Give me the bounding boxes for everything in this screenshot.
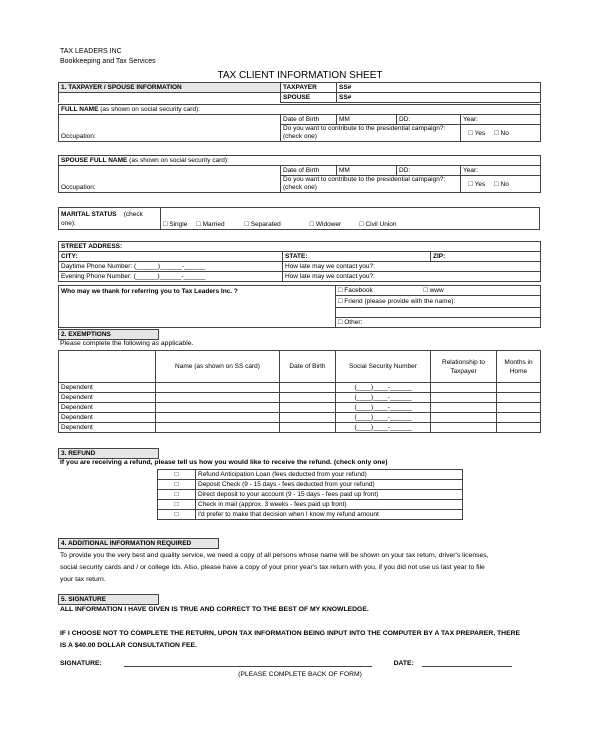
date-field <box>422 660 512 667</box>
evening-contact-field[interactable]: How late may we contact you?: <box>283 272 541 282</box>
dependent-label: Dependent <box>59 403 156 413</box>
full-name-field[interactable]: FULL NAME (as shown on social security card): <box>59 105 541 115</box>
refund-header-table <box>58 448 540 459</box>
exemptions-intro: Please complete the following as applicable. <box>60 340 194 347</box>
taxpayer-info-table <box>58 104 541 142</box>
signature-line[interactable]: SIGNATURE: DATE: <box>60 660 512 667</box>
list-item: □ I'd prefer to make that decision when I know my refund amount <box>158 510 463 520</box>
company-name: TAX LEADERS INC <box>60 48 122 55</box>
list-item: □ Deposit Check (9 - 15 days - fees deducted from your refund) <box>158 480 463 490</box>
list-item: □ Refund Anticipation Loan (fees deducted from your refund) <box>158 470 463 480</box>
marital-status-label: MARITAL STATUS (check one): <box>59 208 161 230</box>
marital-options[interactable] <box>161 208 540 230</box>
civil-union-option: Civil Union <box>365 221 397 228</box>
presidential-question: Do you want to contribute to the presidential campaign?: (check one) <box>281 125 461 142</box>
exemptions-header-table <box>58 329 540 340</box>
col-relationship: Relationship to Taxpayer <box>431 351 497 383</box>
list-item: □ Direct deposit to your account (9 - 15 days - fees paid up front) <box>158 490 463 500</box>
state-field[interactable]: STATE: <box>283 252 431 262</box>
form-title: TAX CLIENT INFORMATION SHEET <box>217 70 383 81</box>
col-dob: Date of Birth <box>280 351 336 383</box>
spouse-full-name-field[interactable]: SPOUSE FULL NAME (as shown on social security card): <box>59 156 541 166</box>
refund-checkbox[interactable]: □ <box>158 510 196 520</box>
referral-table <box>58 285 541 328</box>
spouse-dob-year-field[interactable]: Year: <box>461 166 541 176</box>
back-of-form-note: (PLEASE COMPLETE BACK OF FORM) <box>238 671 362 678</box>
table-row: Dependent (____)____-______ <box>59 413 541 423</box>
dob-dd-field[interactable]: DD: <box>397 115 461 125</box>
table-row: Dependent (____)____-______ <box>59 403 541 413</box>
refund-checkbox[interactable]: □ <box>158 500 196 510</box>
taxpayer-label: TAXPAYER <box>281 83 337 93</box>
col-ssn: Social Security Number <box>336 351 431 383</box>
table-row: Dependent (____)____-______ <box>59 383 541 393</box>
daytime-phone-field[interactable]: Daytime Phone Number: (______)______-______ <box>59 262 283 272</box>
city-field[interactable]: CITY: <box>59 252 283 262</box>
dependent-label: Dependent <box>59 393 156 403</box>
additional-info-text: To provide you the very best and quality service, we need a copy of all persons whose name will be shown on your tax return, driver's licenses, social security cards and / or college Ids. Also, please have a copy of your prior year's tax return with you, if you did not use us last year to file your tax return. <box>60 552 489 583</box>
refund-options-table <box>157 469 463 520</box>
dependent-label: Dependent <box>59 383 156 393</box>
spouse-info-table <box>58 155 541 193</box>
dependent-label: Dependent <box>59 413 156 423</box>
address-table <box>58 241 541 282</box>
presidential-choice[interactable]: □ Yes □ No <box>461 125 541 142</box>
company-tagline: Bookkeeping and Tax Services <box>60 58 156 65</box>
spouse-presidential-question: Do you want to contribute to the presidential campaign?: (check one) <box>281 176 461 193</box>
dob-mm-field[interactable]: MM <box>337 115 397 125</box>
refund-checkbox[interactable]: □ <box>158 480 196 490</box>
section-3-header: 3. REFUND <box>59 449 159 459</box>
col-months: Months in Home <box>497 351 541 383</box>
dob-year-field[interactable]: Year: <box>461 115 541 125</box>
section-4-header: 4. ADDITIONAL INFORMATION REQUIRED <box>59 539 219 549</box>
occupation-field[interactable]: Occupation: <box>59 125 281 142</box>
affirmation-text: ALL INFORMATION I HAVE GIVEN IS TRUE AND CORRECT TO THE BEST OF MY KNOWLEDGE. <box>60 606 369 613</box>
refund-question: If you are receiving a refund, please tell us how you would like to receive the refund. (check only one) <box>60 459 388 466</box>
evening-phone-field[interactable]: Evening Phone Number: (______)______-______ <box>59 272 283 282</box>
referral-other-option[interactable]: □ Other: <box>336 318 541 328</box>
section-1-table <box>58 82 541 103</box>
section-1-header: 1. TAXPAYER / SPOUSE INFORMATION <box>59 83 281 93</box>
section-5-header: 5. SIGNATURE <box>59 595 159 605</box>
dependent-label: Dependent <box>59 423 156 433</box>
table-row: Dependent (____)____-______ <box>59 423 541 433</box>
spouse-dob-dd-field[interactable]: DD: <box>397 166 461 176</box>
day-contact-field[interactable]: How late may we contact you?: <box>283 262 541 272</box>
table-row: Dependent (____)____-______ <box>59 393 541 403</box>
taxpayer-ssn-field[interactable]: SS# <box>337 83 541 93</box>
list-item: □ Check in mail (approx. 3 weeks - fees paid up front) <box>158 500 463 510</box>
refund-checkbox[interactable]: □ <box>158 470 196 480</box>
widower-option: Widower <box>315 221 342 228</box>
signature-header-table <box>58 594 540 605</box>
married-option: Married <box>202 221 225 228</box>
referral-friend-option[interactable]: □ Friend (please provide with the name): <box>336 296 541 308</box>
spouse-ssn-field[interactable]: SS# <box>337 93 541 103</box>
refund-checkbox[interactable]: □ <box>158 490 196 500</box>
exemptions-table <box>58 350 541 433</box>
spouse-dob-label: Date of Birth <box>281 166 337 176</box>
referral-facebook-option[interactable]: □ Facebook □ www <box>336 286 541 296</box>
spouse-label: SPOUSE <box>281 93 337 103</box>
zip-field[interactable]: ZIP: <box>431 252 541 262</box>
company-header <box>60 47 156 67</box>
street-address-field[interactable]: STREET ADDRESS: <box>59 242 541 252</box>
spouse-presidential-choice[interactable]: □ Yes □ No <box>461 176 541 193</box>
spouse-dob-mm-field[interactable]: MM <box>337 166 397 176</box>
col-name: Name (as shown on SS card) <box>156 351 280 383</box>
section-2-header: 2. EXEMPTIONS <box>59 330 159 340</box>
additional-info-header-table <box>58 538 540 549</box>
marital-status-table <box>58 207 540 230</box>
dob-label: Date of Birth <box>281 115 337 125</box>
referral-question: Who may we thank for referring you to Tax Leaders Inc. ? <box>59 286 336 328</box>
single-option: Single <box>169 221 188 228</box>
separated-option: Separated <box>250 221 281 228</box>
spouse-occupation-field[interactable]: Occupation: <box>59 176 281 193</box>
consultation-fee-text: IF I CHOOSE NOT TO COMPLETE THE RETURN, UPON TAX INFORMATION BEING INPUT INTO THE COMPUTER BY A TAX PREPARER, THERE IS A $40.00 DOLLAR CONSULTATION FEE. <box>60 630 521 649</box>
